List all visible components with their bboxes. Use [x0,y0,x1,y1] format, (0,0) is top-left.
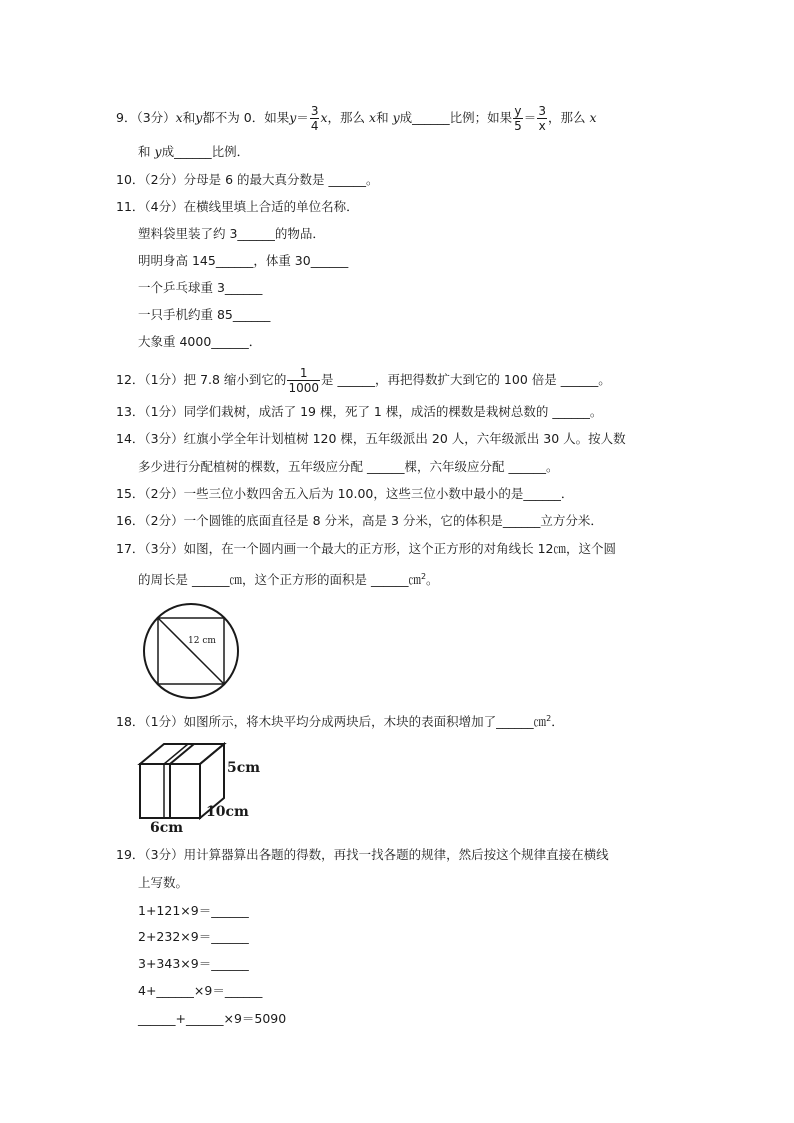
question-14-line-1: 14．（3分）红旗小学全年计划植树 120 棵，五年级派出 20 人，六年级派出 30 人。按人数 [116,431,626,446]
diagonal-label: 12 cm [188,636,216,646]
fraction-1-1000: $\frac{1}{1000}$ [288,366,319,395]
question-9-line-1: 9．（3分）x和y都不为 0．如果y＝ $\frac{3}{4}$ x，那么 x和 y成______比例；如果 $\frac{y}{5}$ ＝ $\frac{3}{x}$ ，那么 x [116,104,597,133]
question-11-line-5: 大象重 4000______． [138,334,262,349]
square-diagonal [158,618,224,684]
question-19-row-4: 4+______×9＝______ [138,983,263,998]
question-9-line-2: 和 y成______比例． [138,144,250,159]
label-width-6cm: 6cm [150,820,184,836]
question-11-line-1: 塑料袋里装了约 3______的物品． [138,226,325,241]
question-13: 13．（1分）同学们栽树，成活了 19 棵，死了 1 棵，成活的棵数是栽树总数的 ______。 [116,404,603,419]
question-19-row-1: 1+121×9＝______ [138,903,249,918]
question-17-line-1: 17．（3分）如图，在一个圆内画一个最大的正方形，这个正方形的对角线长 12㎝，这个圆 [116,541,616,556]
question-10: 10．（2分）分母是 6 的最大真分数是 ______。 [116,172,379,187]
label-length-10cm: 10cm [206,804,249,820]
cuboid-split-line-top [164,744,188,764]
question-11-title: 11．（4分）在横线里填上合适的单位名称． [116,199,359,214]
question-15: 15．（2分）一些三位小数四舍五入后为 10.00，这些三位小数中最小的是______． [116,486,574,501]
fraction-3-x: $\frac{3}{x}$ [538,104,546,133]
question-11-line-2: 明明身高 145______，体重 30______ [138,253,349,268]
question-16: 16．（2分）一个圆锥的底面直径是 8 分米，高是 3 分米，它的体积是______立方分米． [116,513,603,528]
fraction-y-5: $\frac{y}{5}$ [514,104,522,133]
question-19-row-2: 2+232×9＝______ [138,929,249,944]
label-height-5cm: 5cm [227,760,261,776]
question-19-row-3: 3+343×9＝______ [138,956,249,971]
question-11-line-3: 一个乒乓球重 3______ [138,280,263,295]
question-19-line-2: 上写数。 [138,875,189,890]
question-19-row-5: ______+______×9＝5090 [138,1011,287,1026]
question-18: 18．（1分）如图所示，将木块平均分成两块后，木块的表面积增加了______㎝$^2$． [116,714,564,730]
question-11-line-4: 一只手机约重 85______ [138,307,271,322]
fraction-3-4: $\frac{3}{4}$ [310,104,319,133]
circle-square-figure [138,603,248,699]
cuboid-figure [136,740,276,836]
question-19-line-1: 19．（3分）用计算器算出各题的得数，再找一找各题的规律，然后按这个规律直接在横线 [116,847,609,862]
question-12: 12．（1分）把 7.8 缩小到它的 $\frac{1}{1000}$ 是 ______，再把得数扩大到它的 100 倍是 ______。 [116,366,611,395]
question-17-line-2: 的周长是 ______㎝，这个正方形的面积是 ______㎝$^2$。 [138,572,439,588]
question-14-line-2: 多少进行分配植树的棵数，五年级应分配 ______棵，六年级应分配 ______。 [138,459,559,474]
